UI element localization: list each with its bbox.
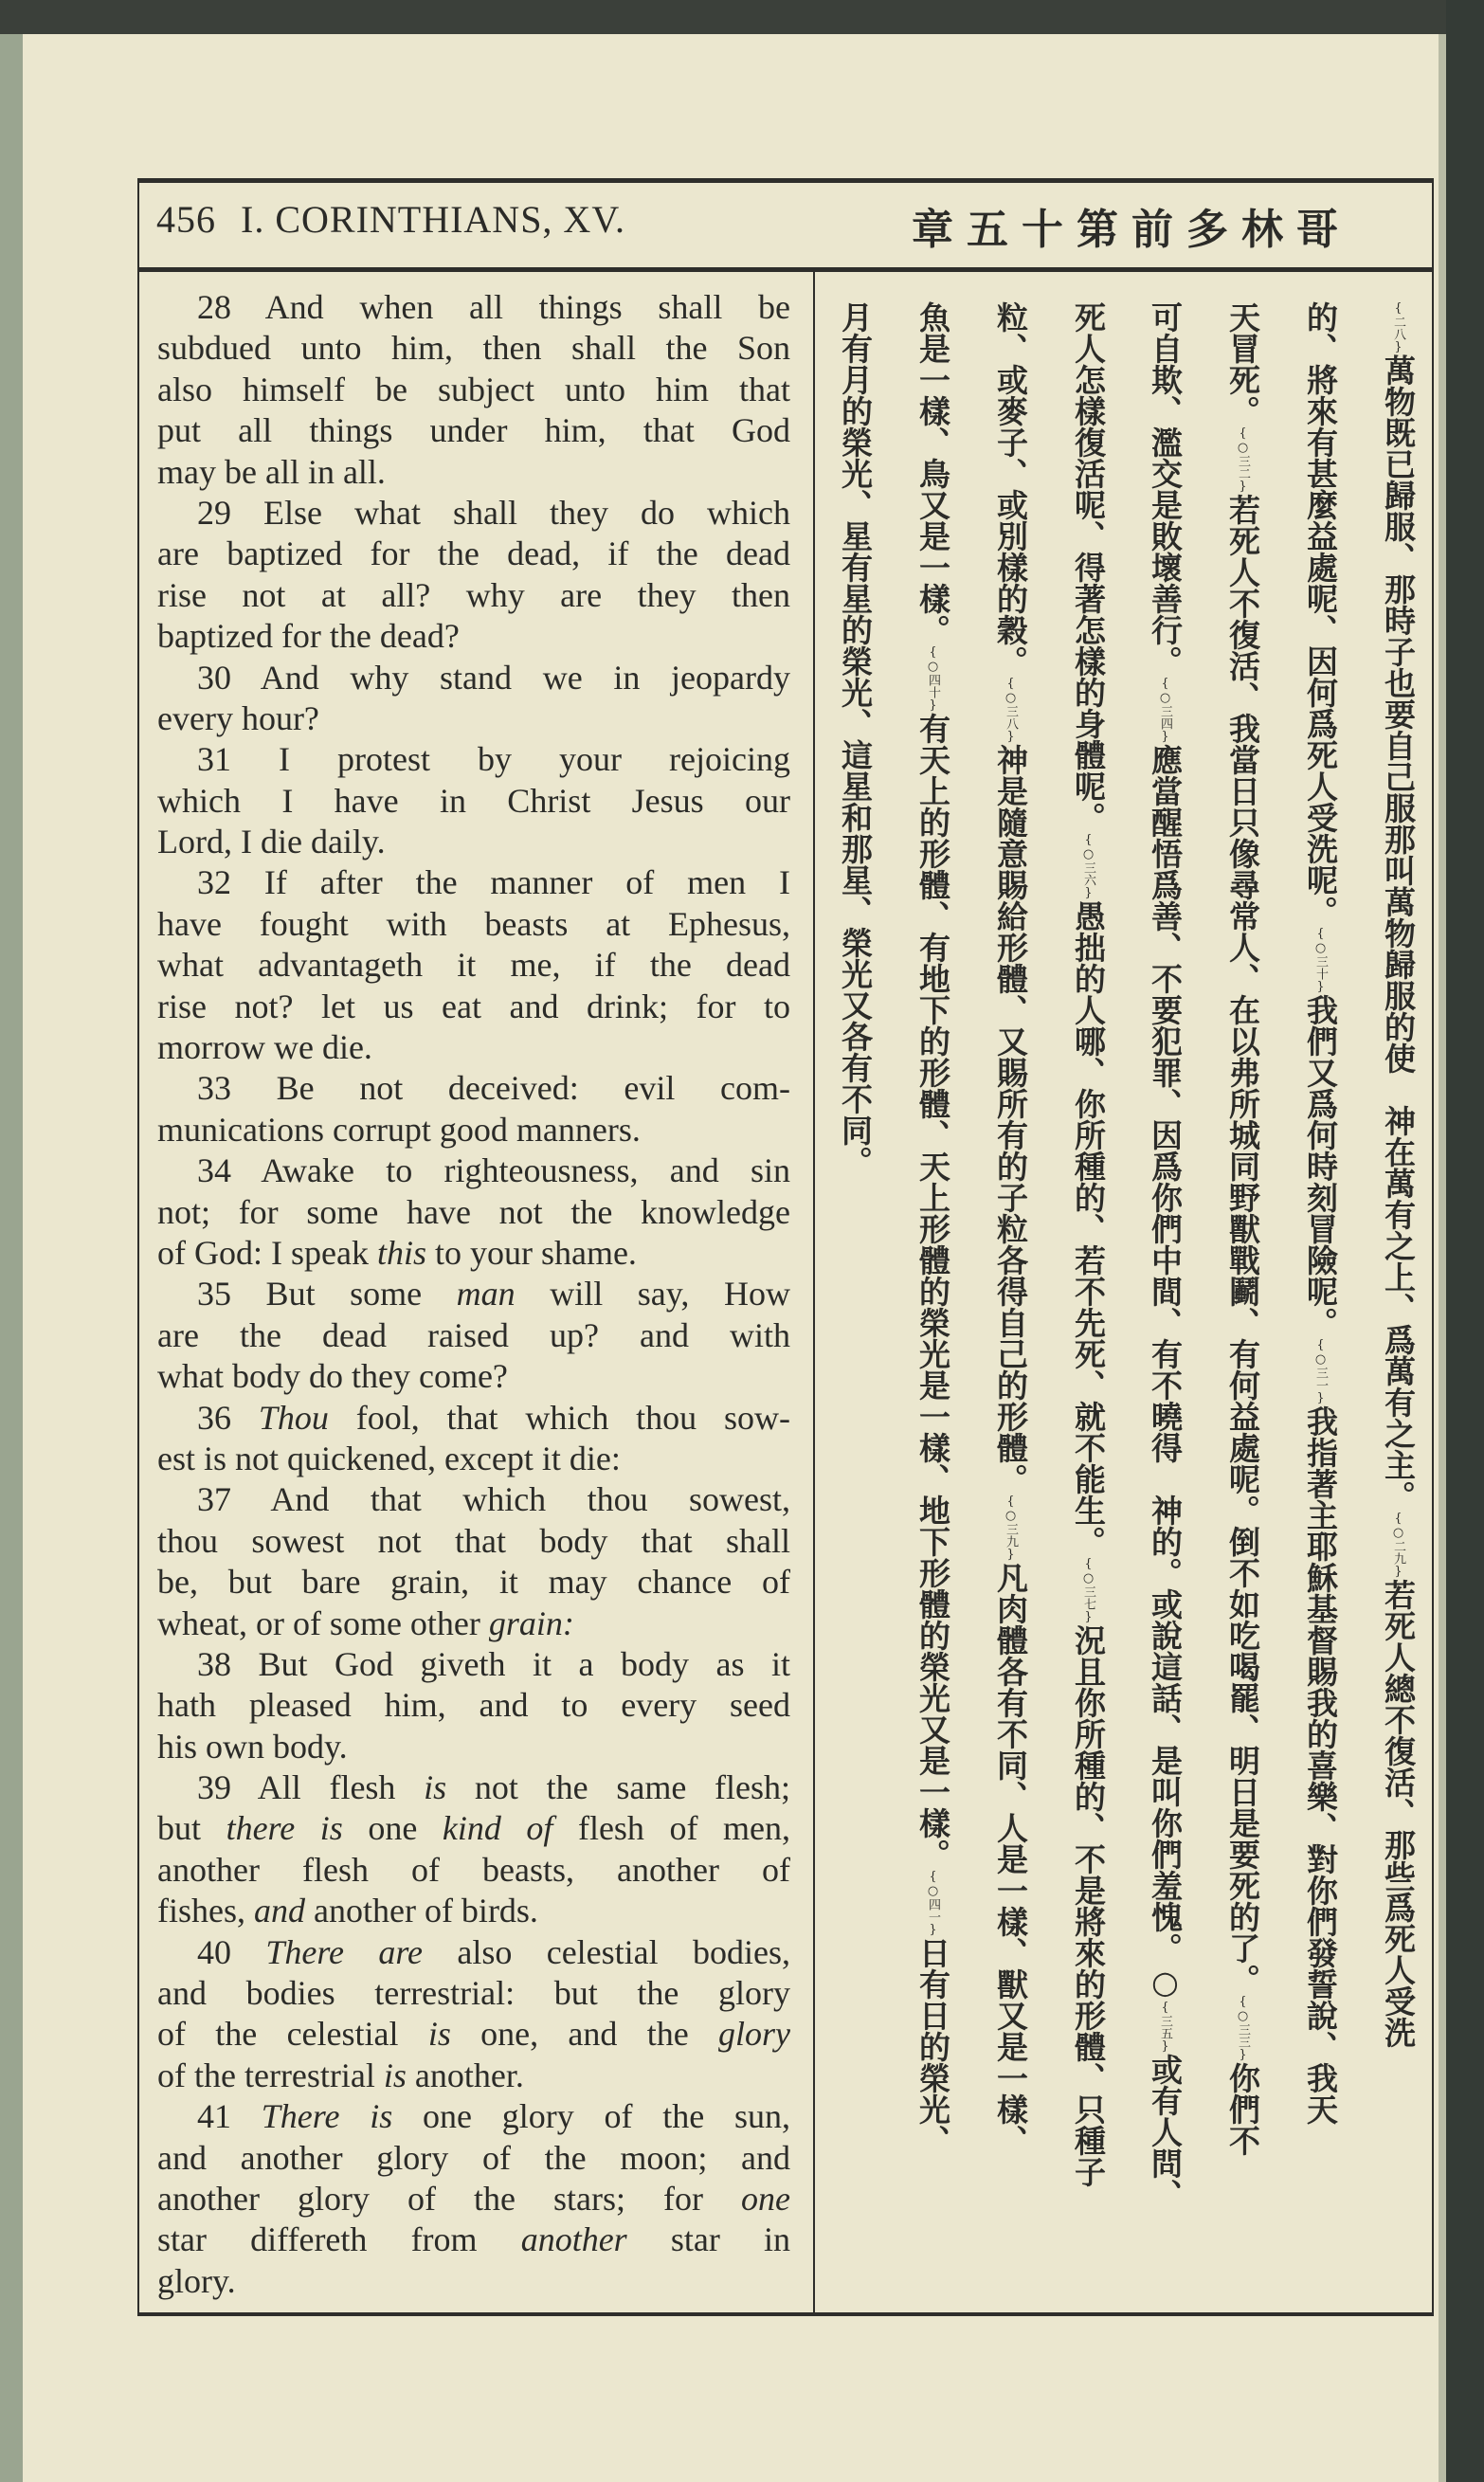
- text-run: 39 All flesh: [197, 1768, 425, 1807]
- text-run: star in: [626, 2220, 790, 2259]
- english-line: [157, 616, 790, 657]
- english-line: [157, 1932, 790, 1973]
- verse-marker: {○三六}: [1081, 833, 1095, 900]
- english-line: [157, 1439, 790, 1479]
- chinese-chapter-title: 哥林多前第十五章: [912, 206, 1351, 254]
- english-line: [157, 1479, 790, 1520]
- text-run: his own body.: [157, 1727, 348, 1766]
- chinese-text-run: 愚拙的人哪、你所種的、若不先死、就不能生。: [1070, 900, 1107, 1557]
- italic-text: one: [741, 2179, 790, 2218]
- chinese-text-run: 我們又爲何時刻冒險呢。: [1302, 994, 1339, 1338]
- text-run: glory.: [157, 2261, 236, 2300]
- verse-marker: {○三九}: [1004, 1495, 1018, 1562]
- italic-text: and: [254, 1892, 305, 1930]
- chinese-text-run: 你們不: [1224, 2062, 1261, 2156]
- english-line: [157, 410, 790, 451]
- text-run: baptized for the dead?: [157, 617, 460, 656]
- english-line: [157, 493, 790, 534]
- text-run: 29 Else what shall they do which: [197, 493, 790, 532]
- text-run: every hour?: [157, 698, 319, 737]
- chinese-column: [1066, 301, 1110, 2292]
- english-text-column: [157, 287, 790, 2302]
- verse-marker: {○三一}: [1313, 1338, 1328, 1405]
- english-line: [157, 987, 790, 1027]
- english-line: [157, 781, 790, 822]
- english-line: [157, 370, 790, 410]
- english-line: [157, 1891, 790, 1931]
- italic-text: there is: [226, 1809, 343, 1848]
- text-run: hath pleased him, and to every seed: [157, 1686, 790, 1725]
- text-run: Lord, I die daily.: [157, 823, 386, 861]
- italic-text: is: [424, 1768, 447, 1807]
- text-run: munications corrupt good manners.: [157, 1110, 641, 1149]
- english-line: [157, 2219, 790, 2260]
- book-chapter-title: I. CORINTHIANS, XV.: [241, 198, 626, 241]
- text-run: but: [157, 1809, 226, 1848]
- running-header: [156, 197, 625, 242]
- english-line: [157, 1233, 790, 1274]
- text-run: subdued unto him, then shall the Son: [157, 329, 790, 368]
- chinese-text-run: 我指著主耶穌基督賜我的喜樂、對你們發誓說、我天: [1302, 1405, 1339, 2125]
- english-line: [157, 698, 790, 739]
- text-run: est is not quickened, except it die:: [157, 1439, 621, 1477]
- text-run: have fought with beasts at Ephesus,: [157, 904, 790, 943]
- text-run: star differeth from: [157, 2220, 521, 2259]
- italic-text: There are: [265, 1932, 424, 1971]
- english-line: [157, 2138, 790, 2179]
- english-line: [157, 1315, 790, 1356]
- english-line: [157, 1727, 790, 1767]
- verse-marker: {二八}: [1391, 301, 1405, 354]
- english-line: [157, 1398, 790, 1439]
- text-run: morrow we die.: [157, 1028, 372, 1067]
- text-run: 41: [197, 2097, 262, 2136]
- verse-marker: {三五}: [1158, 2001, 1172, 2054]
- italic-text: another: [520, 2220, 627, 2259]
- text-run: to your shame.: [425, 1233, 637, 1272]
- english-line: [157, 2096, 790, 2137]
- italic-text: grain:: [488, 1603, 574, 1642]
- header-rule: [137, 267, 1434, 272]
- frame-left: [137, 178, 139, 2316]
- text-run: 28 And when all things shall be: [197, 288, 790, 326]
- english-line: [157, 658, 790, 698]
- chinese-column: [988, 301, 1032, 2292]
- text-run: another flesh of beasts, another of: [157, 1850, 790, 1889]
- chinese-text-run: 況且你所種的、不是將來的形體、只種子: [1070, 1624, 1107, 2187]
- text-run: be, but bare grain, it may chance of: [157, 1563, 790, 1602]
- italic-text: kind of: [442, 1809, 553, 1848]
- text-run: one, and the: [450, 2015, 719, 2054]
- chinese-text-run: 若死人不復活、我當日只像尋常人、在以弗所城同野獸戰鬬、有何益處呢。倒不如吃喝罷、明日是要死的了。: [1224, 494, 1261, 1995]
- italic-text: this: [376, 1233, 426, 1272]
- verse-marker: {○三七}: [1081, 1557, 1095, 1624]
- column-divider: [813, 272, 815, 2312]
- english-line: [157, 822, 790, 862]
- verse-marker: {○三三}: [1236, 1995, 1250, 2062]
- english-line: [157, 2056, 790, 2096]
- english-line: [157, 1110, 790, 1150]
- english-line: [157, 2179, 790, 2219]
- english-line: [157, 452, 790, 493]
- text-run: of God: I speak: [157, 1233, 377, 1272]
- text-run: thou sowest not that body that shall: [157, 1521, 790, 1560]
- text-run: another glory of the stars; for: [157, 2179, 742, 2218]
- text-run: one glory of the sun,: [392, 2097, 791, 2136]
- italic-text: is: [383, 2056, 407, 2094]
- text-run: fool, that which thou sow-: [328, 1398, 791, 1437]
- english-line: [157, 2014, 790, 2055]
- verse-marker: {○四十}: [926, 645, 940, 713]
- scan-right-edge: [1446, 0, 1484, 2482]
- text-run: not the same flesh;: [446, 1768, 791, 1807]
- italic-text: man: [456, 1275, 516, 1313]
- english-line: [157, 739, 790, 780]
- text-run: also himself be subject unto him that: [157, 370, 790, 408]
- text-run: 36: [197, 1398, 259, 1437]
- text-run: will say, How: [515, 1275, 790, 1313]
- chinese-column: [1143, 301, 1186, 2292]
- text-run: one: [342, 1809, 443, 1848]
- text-run: 40: [197, 1932, 266, 1971]
- text-run: 32 If after the manner of men I: [197, 863, 790, 902]
- text-run: wheat, or of some other: [157, 1603, 489, 1642]
- english-line: [157, 287, 790, 328]
- text-run: put all things under him, that God: [157, 411, 790, 450]
- verse-marker: {○三八}: [1004, 677, 1018, 744]
- text-run: are baptized for the dead, if the dead: [157, 534, 790, 573]
- english-line: [157, 862, 790, 903]
- text-run: flesh of men,: [552, 1809, 791, 1848]
- text-run: also celestial bodies,: [423, 1932, 791, 1971]
- text-run: another of birds.: [305, 1892, 538, 1930]
- chinese-text-run: 萬物既已歸服、那時子也要自己服那叫萬物歸服的使 神在萬有之上、爲萬有之主。: [1380, 354, 1417, 1512]
- text-run: 33 Be not deceived: evil com-: [197, 1069, 790, 1108]
- bottom-rule: [137, 2312, 1434, 2316]
- chinese-text-run: 的、將來有甚麼益處呢、因何爲死人受洗呢。: [1302, 301, 1339, 927]
- english-line: [157, 1685, 790, 1726]
- english-line: [157, 328, 790, 369]
- english-line: [157, 1644, 790, 1685]
- english-line: [157, 1068, 790, 1109]
- text-run: 35 But some: [197, 1275, 457, 1313]
- chinese-text-run: 應當醒悟爲善、不要犯罪、因爲你們中間、有不曉得 神的。或說這話、是叫你們羞愧。○: [1147, 744, 1184, 2001]
- scan-left-edge: [0, 34, 23, 2482]
- english-line: [157, 945, 790, 986]
- text-run: 30 And why stand we in jeopardy: [197, 658, 790, 697]
- english-line: [157, 1767, 790, 1808]
- text-run: may be all in all.: [157, 452, 386, 491]
- text-run: fishes,: [157, 1892, 254, 1930]
- chinese-text-run: 死人怎樣復活呢、得著怎樣的身體呢。: [1070, 301, 1107, 833]
- text-run: rise not at all? why are they then: [157, 575, 790, 614]
- chinese-text-run: 可自欺、濫交是敗壞善行。: [1147, 301, 1184, 677]
- chinese-column: [833, 301, 877, 2292]
- verse-marker: {○三十}: [1313, 927, 1328, 994]
- english-line: [157, 904, 790, 945]
- english-line: [157, 2261, 790, 2302]
- text-run: what advantageth it me, if the dead: [157, 946, 790, 985]
- page-number: 456: [156, 198, 216, 241]
- text-run: 37 And that which thou sowest,: [197, 1480, 790, 1519]
- chinese-column: [1298, 301, 1342, 2292]
- text-run: rise not? let us eat and drink; for to: [157, 987, 790, 1025]
- chinese-text-run: 日有日的榮光、: [914, 1937, 951, 2156]
- italic-text: There is: [261, 2097, 393, 2136]
- chinese-column: [1376, 301, 1420, 2292]
- text-run: which I have in Christ Jesus our: [157, 781, 790, 820]
- text-run: another.: [406, 2056, 524, 2094]
- verse-marker: {○三四}: [1158, 677, 1172, 744]
- italic-text: Thou: [258, 1398, 329, 1437]
- english-line: [157, 1027, 790, 1068]
- chinese-column: [1221, 301, 1264, 2292]
- english-line: [157, 1150, 790, 1191]
- scan-top-edge: [0, 0, 1484, 34]
- chinese-text-run: 若死人總不復活、那些爲死人受洗: [1380, 1579, 1417, 2048]
- english-line: [157, 1274, 790, 1314]
- text-run: 38 But God giveth it a body as it: [197, 1644, 790, 1683]
- english-line: [157, 1521, 790, 1562]
- english-line: [157, 1603, 790, 1644]
- italic-text: is: [427, 2015, 451, 2054]
- chinese-text-run: 天冒死。: [1224, 301, 1261, 426]
- chinese-text-run: 凡肉體各有不同、人是一樣、獸又是一樣、: [992, 1562, 1029, 2156]
- frame-right: [1432, 178, 1434, 2316]
- italic-text: glory: [718, 2015, 791, 2054]
- english-line: [157, 1808, 790, 1849]
- english-line: [157, 534, 790, 574]
- chinese-text-run: 神是隨意賜給形體、又賜所有的子粒各得自己的形體。: [992, 744, 1029, 1495]
- english-line: [157, 1192, 790, 1233]
- text-run: 31 I protest by your rejoicing: [197, 740, 790, 779]
- english-line: [157, 1973, 790, 2014]
- chinese-column: [911, 301, 954, 2292]
- english-line: [157, 575, 790, 616]
- text-run: 34 Awake to righteousness, and sin: [197, 1151, 790, 1190]
- english-line: [157, 1850, 790, 1891]
- verse-marker: {○四一}: [926, 1870, 940, 1937]
- verse-marker: {○二九}: [1391, 1512, 1405, 1579]
- chinese-text-run: 粒、或麥子、或別樣的穀。: [992, 301, 1029, 677]
- english-line: [157, 1356, 790, 1397]
- english-line: [157, 1562, 790, 1603]
- text-run: what body do they come?: [157, 1357, 508, 1396]
- text-run: of the celestial: [157, 2015, 428, 2054]
- text-run: and bodies terrestrial: but the glory: [157, 1974, 790, 2013]
- chinese-text-run: 月有月的榮光、星有星的榮光、這星和那星、榮光又各有不同。: [837, 301, 874, 1177]
- top-rule: [137, 178, 1434, 183]
- text-run: not; for some have not the knowledge: [157, 1192, 790, 1231]
- chinese-text-run: 或有人問、: [1147, 2054, 1184, 2210]
- text-run: of the terrestrial: [157, 2056, 384, 2094]
- text-run: and another glory of the moon; and: [157, 2138, 790, 2177]
- chinese-text-run: 有天上的形體、有地下的形體、天上形體的榮光是一樣、地下形體的榮光又是一樣。: [914, 713, 951, 1870]
- chinese-text-run: 魚是一樣、鳥又是一樣。: [914, 301, 951, 645]
- text-run: are the dead raised up? and with: [157, 1315, 790, 1354]
- verse-marker: {○三二}: [1236, 426, 1250, 494]
